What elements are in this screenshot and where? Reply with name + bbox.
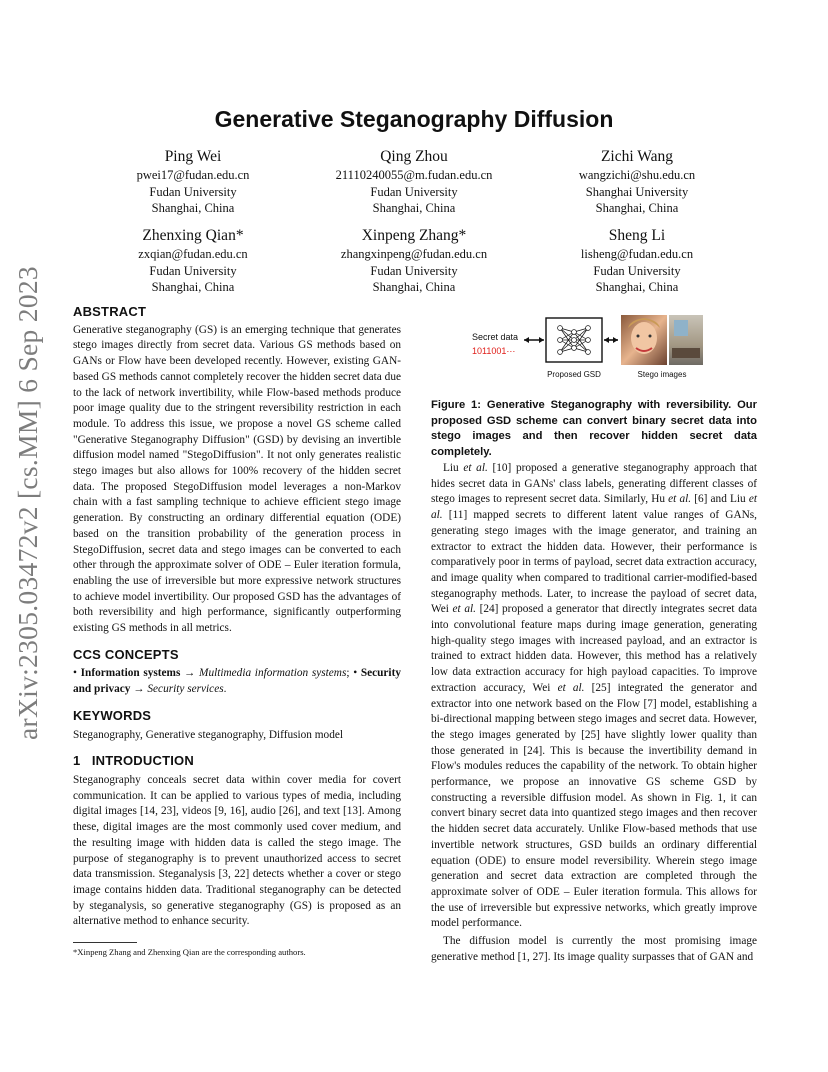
ccs-subterm: Security services — [147, 683, 224, 696]
abstract-text: Generative steganography (GS) is an emerging technique that generates stego images directly from secret data. Various GS methods based on GANs or Flow have been developed recently. However, existing GAN-based GS methods cannot completely recover the hidden secret data due to the lack of network invertibility, while Flow-based methods produce poor image quality due to the stringent reversibility restriction in each module. To address this issue, we propose a novel GS scheme called "Generative Steganography Diffusion" (GSD) by devising an invertible diffusion model named "StegoDiffusion". It not only generates realistic stego images but also allows for 100% recovery of the hidden secret data. The proposed StegoDiffusion model leverages a non-Markov chain with a fast sampling technique to achieve efficient stego image generation. By constructing an ordinary differential equation (ODE) based on the transition probability of the generation process in StegoDiffusion, secret data and stego images can be converted to each other through the approximate solver of ODE – Euler iteration formula, enabling the use of irreversible but more expressive network structures to achieve model invertibility. Our proposed GSD has the advantages of both reversibility and high performance, significantly outperforming existing GS methods in all metrics. — [73, 323, 401, 635]
stego-label: Stego images — [637, 370, 687, 379]
author-location: Shanghai, China — [372, 201, 456, 215]
author-email: lisheng@fudan.edu.cn — [580, 247, 694, 261]
figure-1 — [468, 310, 728, 380]
left-column — [73, 304, 401, 930]
author-block — [517, 226, 757, 296]
text-run-italic: et al. — [668, 493, 692, 506]
text-run: [6] and Liu — [691, 493, 749, 506]
secret-bits: 1011001⋯ — [472, 346, 516, 356]
ccs-heading: CCS CONCEPTS — [73, 646, 179, 662]
arxiv-stamp: arXiv:2305.03472v2 [cs.MM] 6 Sep 2023 — [12, 266, 43, 740]
arrowhead-right — [613, 337, 618, 343]
ccs-term: Security and privacy — [73, 667, 401, 696]
stego-image-room — [669, 315, 703, 365]
text-run: Liu — [443, 462, 464, 474]
paper-title: Generative Steganography Diffusion — [214, 106, 614, 132]
paragraph: The diffusion model is currently the most promising image generative method [1, 27]. Its image quality surpasses that of GAN and — [431, 935, 757, 963]
abstract-heading: ABSTRACT — [73, 304, 147, 319]
author-name: Zichi Wang — [600, 148, 674, 165]
text-run-italic: et al. — [557, 681, 585, 694]
neural-network-icon — [558, 326, 591, 355]
text-run: [24] proposed a generator that directly integrates secret data into convolutional feature maps during image generation, generating high-quality stego images with increased payload, and an extractor is trained to extract hidden data. However, this method has a relatively low data extraction accuracy for high payload capacities. To improve extraction accuracy, Wei — [431, 603, 758, 694]
text-run-italic: et al. — [431, 493, 758, 522]
arrowhead-left — [604, 337, 609, 343]
keywords-text: Steganography, Generative steganography, Diffusion model — [73, 728, 344, 741]
keywords-heading: KEYWORDS — [73, 707, 152, 723]
author-affiliation: Fudan University — [370, 263, 458, 278]
author-affiliation: Fudan University — [593, 263, 681, 278]
text-run: [11] mapped secrets to different latent value ranges of GANs, generating stego images with the image generator, and training an extractor to extract the hidden data. However, their performance is comparatively poor in terms of payload, secret data extraction accuracy, and image quality when compared to traditional carrier-modified-based steganography methods. Later, to increase the payload of secret data, Wei — [431, 509, 757, 616]
introduction-heading: 1 INTRODUCTION — [73, 753, 194, 769]
author-affiliation: Fudan University — [149, 184, 237, 199]
author-affiliation: Shanghai University — [585, 184, 689, 199]
figure-diagram — [468, 310, 728, 380]
text-run-italic: et al. — [452, 603, 476, 616]
right-column — [431, 461, 757, 966]
author-name: Sheng Li — [608, 227, 666, 244]
secret-data-label: Secret data — [472, 332, 519, 342]
arrowhead-right — [539, 337, 544, 343]
stego-image-face — [621, 315, 667, 365]
paragraph — [431, 461, 757, 932]
footnote-rule — [73, 942, 137, 943]
author-email: 21110240055@m.fudan.edu.cn — [335, 168, 493, 182]
author-name: Ping Wei — [164, 148, 222, 165]
author-location: Shanghai, China — [151, 201, 235, 215]
arrowhead-left — [524, 337, 529, 343]
author-location: Shanghai, China — [372, 280, 456, 294]
ccs-separator: ; — [346, 667, 354, 680]
text-run: [25] integrated the generator and extractor into one network based on the Flow [7] model, establishing a bi-directional mapping between stego images and secret data. However, the stego images generated by [25] have slightly lower quality than those generated in [24]. This is because the invertibility demand in Flow's modules reduces the capability of the network. To obtain higher performance, we propose an innovative GS scheme GSD by constructing a reversible diffusion model. As shown in Fig. 1, it can convert binary secret data into quantized stego images and then recover the hidden secret data accurately. Unlike Flow-based methods that use invertible network structures, GSD builds an ordinary differential equation (ODE) to ensure model reversibility. Wherein stego image generation and secret data extraction are completed through the approximate solver of ODE – Euler iteration formula. This allows for the use of irreversible but expressive networks, which greatly improve model performance. — [431, 681, 757, 930]
ccs-arrow: → — [180, 667, 200, 680]
author-block — [294, 147, 534, 217]
author-name: Xinpeng Zhang* — [361, 227, 467, 244]
author-name: Qing Zhou — [380, 148, 448, 165]
model-label: Proposed GSD — [547, 370, 601, 379]
author-location: Shanghai, China — [151, 280, 235, 294]
author-location: Shanghai, China — [595, 280, 679, 294]
ccs-concepts: • Information systems → Multimedia information systems; • Security and privacy → Security services. — [73, 667, 401, 696]
text-run: [10] proposed a generative steganography approach that hides secret data in GANs' class labels, generating different classes of stego images to represent secret data. Similarly, Hu — [431, 462, 757, 506]
author-block — [73, 226, 313, 296]
introduction-text: Steganography conceals secret data within cover media for covert communication. It can be applied to various types of media, including digital images [14, 23], videos [9, 16], audio [26], and text [13]. Among these, digital images are the most commonly used cover medium, and the resulting image with hidden data is called the stego image. The purpose of steganography is to prevent unauthorized access to secret data transmission. Steganalysis [3, 22] detects whether a cover or stego image contains hidden data. Traditional steganography can be detected by steganalysis, so generative steganography (GS) is proposed as an alternative method to enhance security. — [73, 773, 401, 928]
author-affiliation: Fudan University — [370, 184, 458, 199]
author-email: zhangxinpeng@fudan.edu.cn — [340, 247, 488, 261]
author-name: Zhenxing Qian* — [142, 227, 244, 244]
figure-caption: Figure 1: Generative Steganography with reversibility. Our proposed GSD scheme can convert binary secret data into stego images and then recover hidden secret data completely. — [431, 399, 757, 459]
author-block — [294, 226, 534, 296]
ccs-end: . — [223, 683, 227, 696]
ccs-term: Information systems — [80, 667, 181, 680]
ccs-subterm: Multimedia information systems — [199, 667, 347, 680]
text-run-italic: et al. — [463, 462, 488, 474]
author-email: zxqian@fudan.edu.cn — [138, 247, 248, 261]
footnote: *Xinpeng Zhang and Zhenxing Qian are the corresponding authors. — [73, 947, 306, 957]
author-block — [73, 147, 313, 217]
author-email: wangzichi@shu.edu.cn — [578, 168, 696, 182]
author-block — [517, 147, 757, 217]
ccs-arrow: → — [130, 683, 148, 696]
author-email: pwei17@fudan.edu.cn — [136, 168, 250, 182]
author-location: Shanghai, China — [595, 201, 679, 215]
author-affiliation: Fudan University — [149, 263, 237, 278]
